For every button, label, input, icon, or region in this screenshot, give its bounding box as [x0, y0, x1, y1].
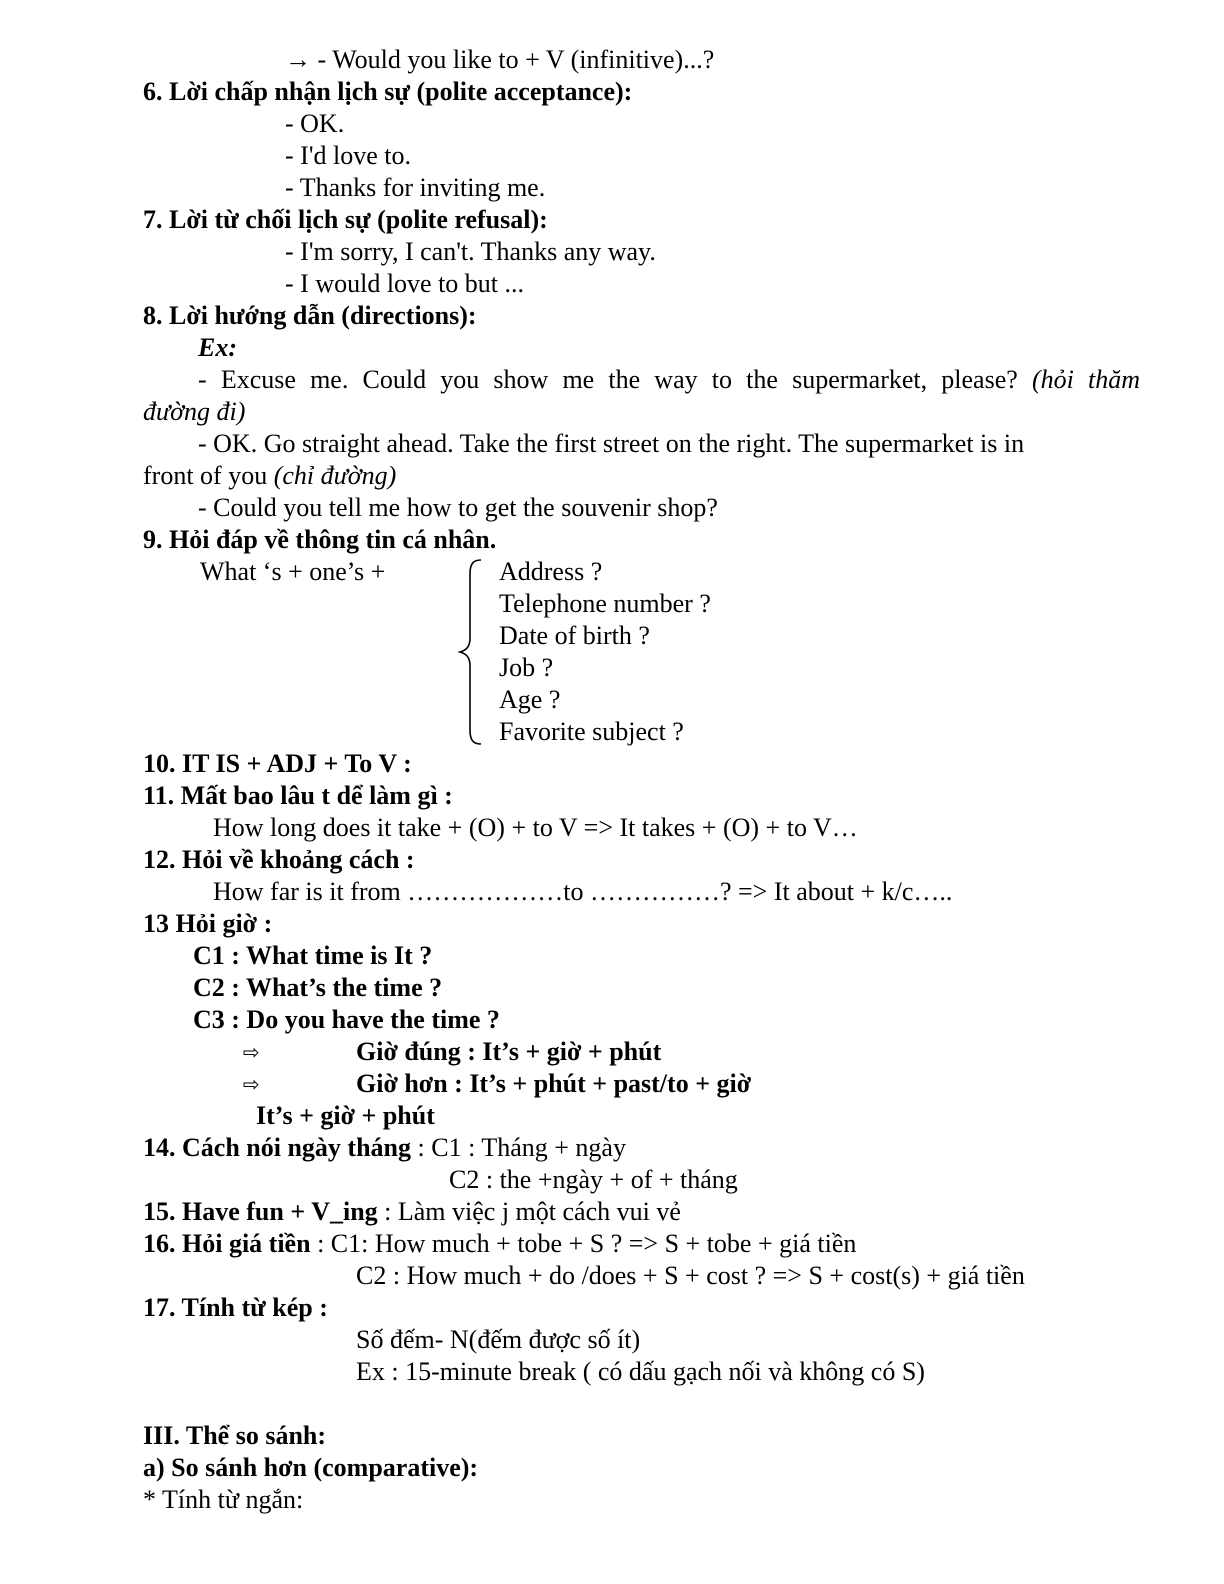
heading-compound-adj: 17. Tính từ kép : — [143, 1293, 328, 1322]
direction-answer-note: (chỉ đường) — [273, 461, 397, 490]
direction-answer-continued — [143, 460, 396, 492]
heading-price: 16. Hỏi giá tiền — [143, 1229, 311, 1258]
heading-dates: 14. Cách nói ngày tháng — [143, 1133, 411, 1162]
time-question-1: C1 : What time is It ? — [193, 941, 433, 970]
heading-have-fun: 15. Have fun + V_ing — [143, 1197, 378, 1226]
dates-line — [143, 1132, 626, 1164]
direction-question-2: - Could you tell me how to get the souvenir shop? — [198, 493, 718, 522]
direction-example-line — [198, 364, 1140, 396]
personal-info-item: Address ? — [499, 557, 603, 586]
direction-answer: - OK. Go straight ahead. Take the first street on the right. The supermarket is in — [198, 429, 1025, 458]
example-label: Ex: — [198, 333, 237, 362]
acceptance-item: - I'd love to. — [285, 141, 411, 170]
heading-how-long: 11. Mất bao lâu t dể làm gì : — [143, 781, 453, 810]
date-format-1: : C1 : Tháng + ngày — [417, 1133, 626, 1162]
arrow-right-icon: ⇨ — [243, 1040, 260, 1064]
price-formula-1: : C1: How much + tobe + S ? => S + tobe + giá tiền — [317, 1229, 857, 1258]
heading-comparison: III. Thể so sánh: — [143, 1421, 327, 1450]
compound-adj-rule: Số đếm- N(đếm được số ít) — [356, 1325, 641, 1354]
direction-note-continued: đường đi) — [143, 397, 246, 426]
direction-question: - Excuse me. Could you show me the way to the supermarket, please? — [198, 365, 1018, 394]
compound-adj-example: Ex : 15-minute break ( có dấu gạch nối và không có S) — [356, 1357, 925, 1386]
acceptance-item: - OK. — [285, 109, 345, 138]
arrow-right-icon: ⇨ — [243, 1072, 260, 1096]
heading-comparative: a) So sánh hơn (comparative): — [143, 1453, 479, 1482]
direction-note: (hỏi thăm — [1031, 365, 1141, 394]
exact-hour-formula: Giờ đúng : It’s + giờ + phút — [356, 1037, 662, 1066]
heading-directions: 8. Lời hướng dẫn (directions): — [143, 301, 477, 330]
heading-personal-info: 9. Hỏi đáp về thông tin cá nhân. — [143, 525, 497, 554]
heading-it-is-adj: 10. IT IS + ADJ + To V : — [143, 749, 412, 778]
direction-answer-end: front of you — [143, 461, 268, 490]
heading-asking-time: 13 Hỏi giờ : — [143, 909, 273, 938]
heading-polite-refusal: 7. Lời từ chối lịch sự (polite refusal): — [143, 205, 548, 234]
short-adjective-label: * Tính từ ngắn: — [143, 1485, 304, 1514]
have-fun-meaning: : Làm việc j một cách vui vẻ — [384, 1197, 681, 1226]
refusal-item: - I'm sorry, I can't. Thanks any way. — [285, 237, 656, 266]
have-fun-line — [143, 1196, 681, 1228]
past-hour-formula: Giờ hơn : It’s + phút + past/to + giờ — [356, 1069, 752, 1098]
personal-info-item: Age ? — [499, 685, 561, 714]
date-format-2: C2 : the +ngày + of + tháng — [449, 1165, 738, 1194]
price-formula-2: C2 : How much + do /does + S + cost ? => S + cost(s) + giá tiền — [356, 1261, 1025, 1290]
curly-brace-icon — [455, 558, 485, 746]
time-question-2: C2 : What’s the time ? — [193, 973, 443, 1002]
personal-info-formula: What ‘s + one’s + — [200, 557, 386, 586]
how-long-formula: How long does it take + (O) + to V => It takes + (O) + to V… — [213, 813, 858, 842]
heading-polite-acceptance: 6. Lời chấp nhận lịch sự (polite acceptance): — [143, 77, 633, 106]
alt-time-formula: It’s + giờ + phút — [256, 1101, 435, 1130]
acceptance-item: - Thanks for inviting me. — [285, 173, 546, 202]
personal-info-item: Favorite subject ? — [499, 717, 684, 746]
time-question-3: C3 : Do you have the time ? — [193, 1005, 500, 1034]
price-line — [143, 1228, 856, 1260]
heading-distance: 12. Hỏi về khoảng cách : — [143, 845, 415, 874]
distance-formula: How far is it from ………………to ……………? => It about + k/c….. — [213, 877, 953, 906]
personal-info-item: Job ? — [499, 653, 554, 682]
personal-info-item: Telephone number ? — [499, 589, 711, 618]
refusal-item: - I would love to but ... — [285, 269, 525, 298]
personal-info-item: Date of birth ? — [499, 621, 650, 650]
invitation-structure: → - Would you like to + V (infinitive)...? — [285, 45, 715, 74]
